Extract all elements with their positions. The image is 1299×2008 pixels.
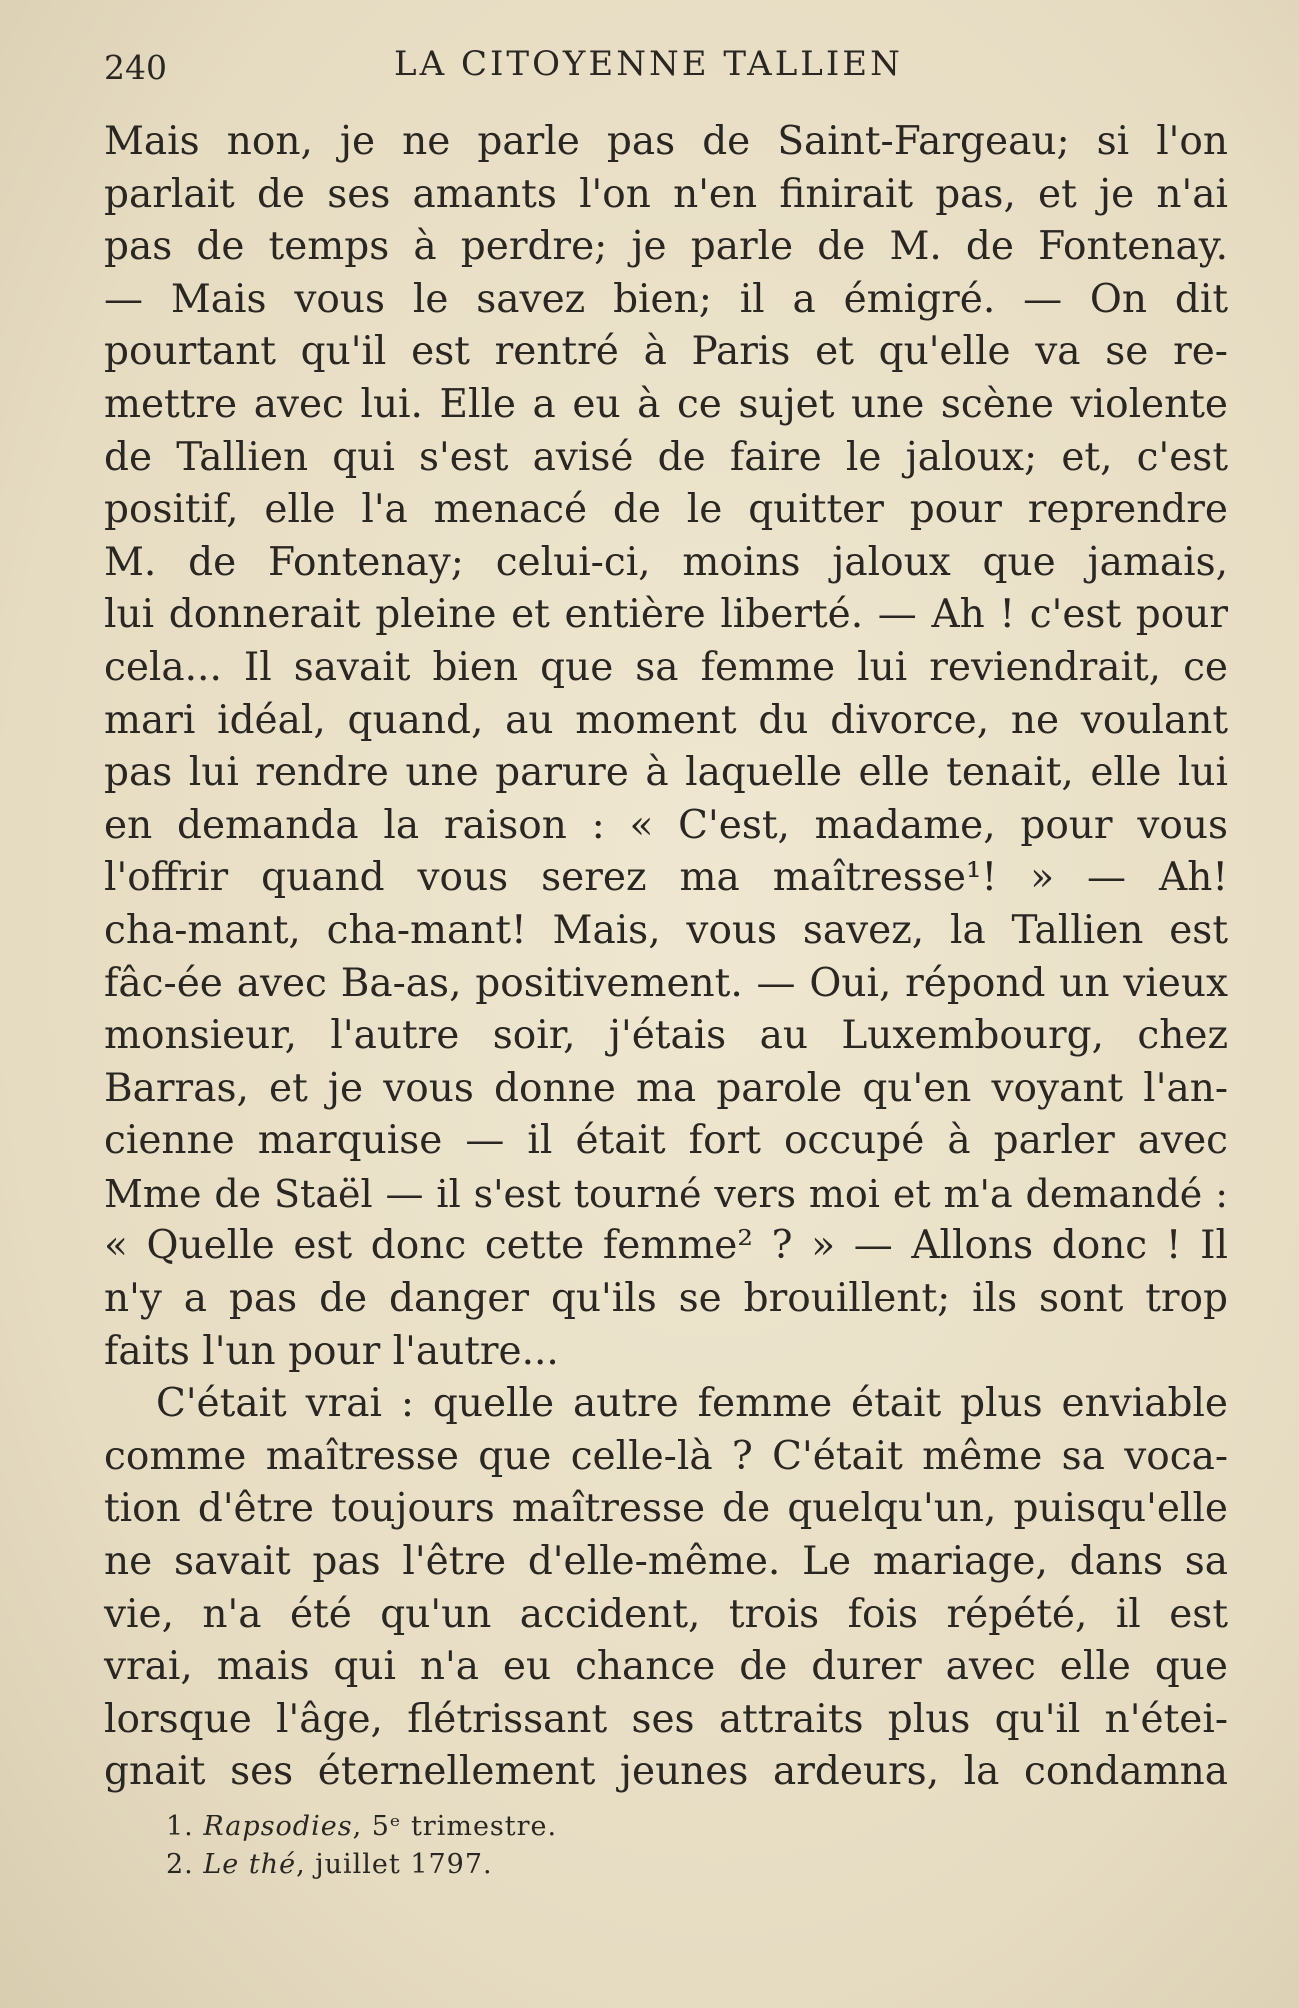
text-line: « Quelle est donc cette femme² ? » — Allons donc ! Il xyxy=(104,1223,1228,1269)
text-line: positif, elle l'a menacé de le quitter pour reprendre xyxy=(104,487,1228,533)
text-line: lorsque l'âge, flétrissant ses attraits plus qu'il n'étei- xyxy=(104,1696,1228,1742)
text-line: Mais non, je ne parle pas de Saint-Fargeau; si l'on xyxy=(104,119,1228,164)
text-line: lui donnerait pleine et entière liberté. — Ah ! c'est pour xyxy=(104,592,1228,638)
text-line: vrai, mais qui n'a eu chance de durer avec elle que xyxy=(104,1644,1228,1690)
footnote-rest: , 5ᵉ trimestre. xyxy=(352,1811,558,1842)
text-line: — Mais vous le savez bien; il a émigré. — On dit xyxy=(104,276,1228,322)
text-line: ne savait pas l'être d'elle-même. Le mariage, dans sa xyxy=(104,1539,1228,1585)
text-line: fâc-ée avec Ba-as, positivement. — Oui, répond un vieux xyxy=(104,960,1228,1006)
footnote-1 xyxy=(166,1808,1166,1846)
text-line: M. de Fontenay; celui-ci, moins jaloux que jamais, xyxy=(104,539,1228,585)
text-line: cela... Il savait bien que sa femme lui reviendrait, ce xyxy=(104,644,1228,690)
text-line: vie, n'a été qu'un accident, trois fois répété, il est xyxy=(104,1591,1228,1637)
text-line: tion d'être toujours maîtresse de quelqu'un, puisqu'elle xyxy=(104,1486,1228,1532)
footnote-number: 1. xyxy=(166,1811,194,1842)
text-line: faits l'un pour l'autre... xyxy=(104,1328,559,1374)
text-line: parlait de ses amants l'on n'en finirait pas, et je n'ai xyxy=(104,171,1228,217)
footnote-title: Rapsodies xyxy=(203,1811,353,1842)
text-line: en demanda la raison : « C'est, madame, pour vous xyxy=(104,802,1228,848)
text-line: de Tallien qui s'est avisé de faire le jaloux; et, c'est xyxy=(104,434,1228,480)
text-line: mari idéal, quand, au moment du divorce, ne voulant xyxy=(104,697,1228,743)
text-line: Mme de Staël — il s'est tourné vers moi et m'a demandé : xyxy=(104,1171,1228,1216)
text-line: l'offrir quand vous serez ma maîtresse¹! » — Ah! xyxy=(104,855,1228,901)
footnote-2 xyxy=(166,1846,1166,1884)
body-text xyxy=(104,116,1228,1799)
text-line: n'y a pas de danger qu'ils se brouillent; ils sont trop xyxy=(104,1276,1228,1322)
footnotes xyxy=(166,1808,1166,1884)
footnote-number: 2. xyxy=(166,1849,194,1880)
text-line: monsieur, l'autre soir, j'étais au Luxembourg, chez xyxy=(104,1013,1228,1059)
text-line: comme maîtresse que celle-là ? C'était même sa voca- xyxy=(104,1433,1228,1479)
text-line: cha-mant, cha-mant! Mais, vous savez, la Tallien est xyxy=(104,907,1228,953)
text-line: cienne marquise — il était fort occupé à parler avec xyxy=(104,1118,1228,1164)
text-line: mettre avec lui. Elle a eu à ce sujet une scène violente xyxy=(104,381,1228,427)
footnote-rest: , juillet 1797. xyxy=(296,1849,493,1880)
text-line: pas lui rendre une parure à laquelle elle tenait, elle lui xyxy=(104,750,1228,796)
text-line: pourtant qu'il est rentré à Paris et qu'elle va se re- xyxy=(104,329,1228,375)
running-title: LA CITOYENNE TALLIEN xyxy=(394,44,903,84)
text-line: C'était vrai : quelle autre femme était plus enviable xyxy=(156,1381,1228,1427)
text-line: Barras, et je vous donne ma parole qu'en voyant l'an- xyxy=(104,1065,1228,1111)
text-line: pas de temps à perdre; je parle de M. de Fontenay. xyxy=(104,224,1228,270)
page-number: 240 xyxy=(104,48,167,87)
text-line: gnait ses éternellement jeunes ardeurs, la condamna xyxy=(104,1749,1228,1795)
running-head xyxy=(104,40,1234,100)
footnote-title: Le thé xyxy=(203,1849,297,1880)
